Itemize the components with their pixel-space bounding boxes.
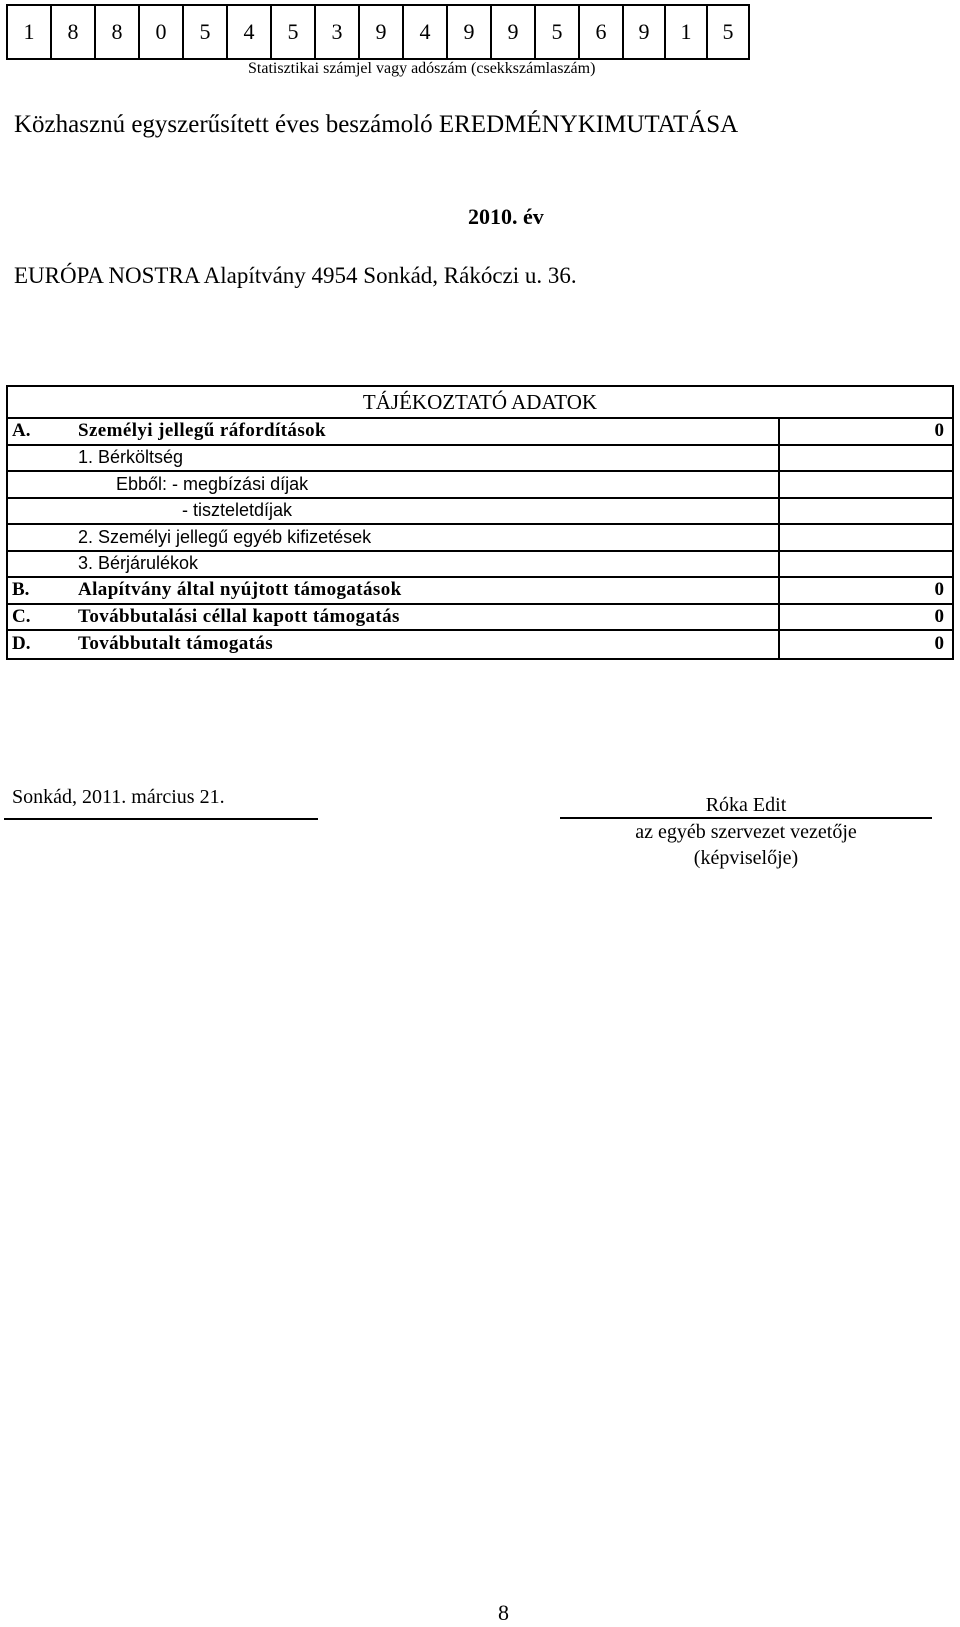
row-code: C. (12, 605, 31, 627)
tax-number-caption: Statisztikai számjel vagy adószám (csekkszámlaszám) (248, 60, 596, 77)
row-code: D. (12, 633, 31, 655)
row-code: B. (12, 579, 30, 601)
table-row (8, 631, 952, 658)
row-label: Alapítvány által nyújtott támogatások (78, 579, 402, 601)
tax-digit: 5 (184, 6, 228, 58)
tax-digit: 4 (228, 6, 272, 58)
row-label: 2. Személyi jellegű egyéb kifizetések (78, 526, 372, 547)
tax-digit: 0 (140, 6, 184, 58)
organization-name-address: EURÓPA NOSTRA Alapítvány 4954 Sonkád, Rákóczi u. 36. (14, 263, 577, 288)
row-label: - tiszteletdíjak (182, 500, 293, 521)
place-and-date: Sonkád, 2011. március 21. (12, 786, 225, 808)
tax-digit: 6 (580, 6, 624, 58)
row-value: 0 (778, 419, 952, 444)
row-code (8, 552, 78, 577)
tax-number-boxes (6, 4, 750, 60)
tax-digit: 9 (492, 6, 536, 58)
table-row (8, 552, 952, 579)
tax-digit: 5 (536, 6, 580, 58)
document-title: Közhasznú egyszerűsített éves beszámoló EREDMÉNYKIMUTATÁSA (14, 111, 739, 138)
tax-digit: 9 (448, 6, 492, 58)
info-table-heading: TÁJÉKOZTATÓ ADATOK (8, 387, 952, 419)
signer-role-note: (képviselője) (693, 847, 799, 869)
table-row (8, 472, 952, 499)
row-label: Személyi jellegű ráfordítások (78, 420, 326, 442)
tax-digit: 5 (708, 6, 750, 58)
info-data-table (6, 385, 954, 660)
date-underline (4, 818, 318, 820)
signer-role: az egyéb szervezet vezetője (635, 821, 857, 843)
row-code (8, 472, 78, 497)
report-year: 2010. év (468, 204, 544, 229)
tax-digit: 5 (272, 6, 316, 58)
signer-name: Róka Edit (560, 793, 932, 819)
tax-digit: 9 (624, 6, 666, 58)
table-row (8, 578, 952, 605)
table-row (8, 419, 952, 446)
row-code (8, 446, 78, 471)
tax-digit: 1 (666, 6, 708, 58)
table-row (8, 499, 952, 526)
tax-digit: 3 (316, 6, 360, 58)
row-label: 3. Bérjárulékok (78, 553, 199, 574)
row-value: 0 (778, 578, 952, 603)
table-row (8, 605, 952, 632)
row-value (778, 552, 952, 577)
tax-digit: 9 (360, 6, 404, 58)
row-value: 0 (778, 631, 952, 658)
row-label: 1. Bérköltség (78, 447, 184, 468)
tax-digit: 1 (8, 6, 52, 58)
row-code (8, 525, 78, 550)
table-row (8, 525, 952, 552)
tax-digit: 4 (404, 6, 448, 58)
row-value (778, 472, 952, 497)
row-value (778, 525, 952, 550)
row-value (778, 446, 952, 471)
row-value (778, 499, 952, 524)
row-value: 0 (778, 605, 952, 630)
table-row (8, 446, 952, 473)
row-label: Ebből: - megbízási díjak (116, 473, 309, 494)
tax-digit: 8 (52, 6, 96, 58)
row-label: Továbbutalt támogatás (78, 633, 274, 655)
row-label: Továbbutalási céllal kapott támogatás (78, 605, 400, 627)
row-code (8, 499, 78, 524)
row-code: A. (12, 420, 31, 442)
page-number: 8 (498, 1600, 509, 1625)
tax-digit: 8 (96, 6, 140, 58)
